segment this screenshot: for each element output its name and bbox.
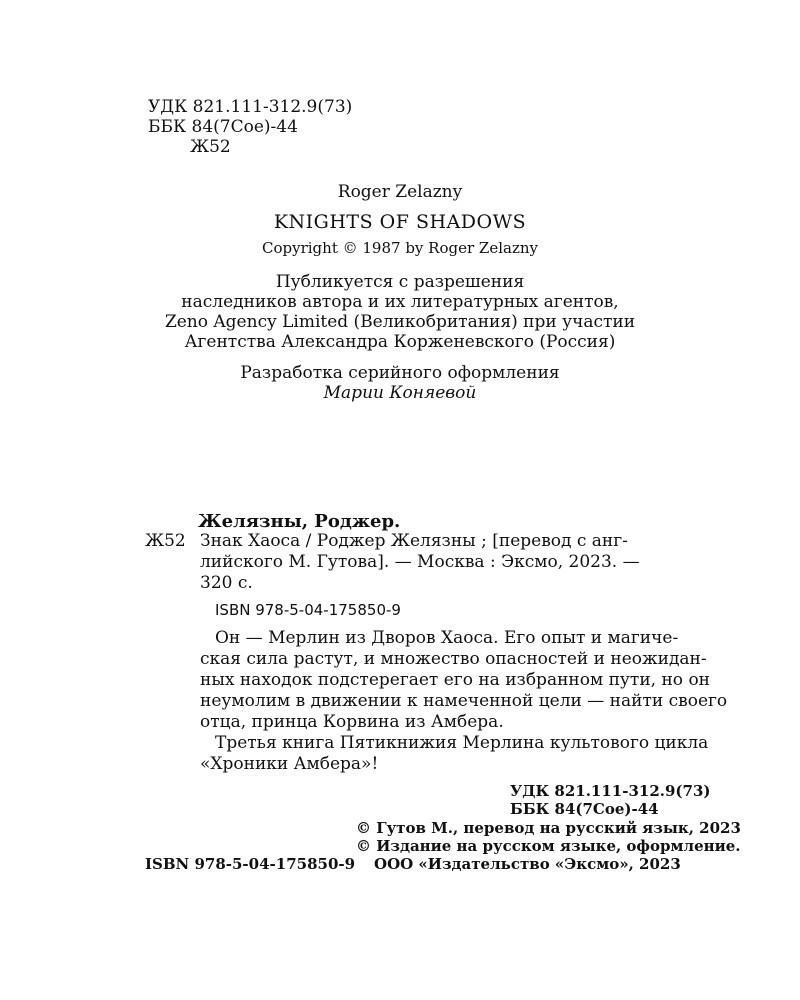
annotation-line-1: Он — Мерлин из Дворов Хаоса. Его опыт и магиче- [215, 628, 679, 648]
permission-line-1: Публикуется с разрешения [275, 272, 525, 292]
footer-copyright-1: © Гутов М., перевод на русский язык, 2023 [356, 819, 741, 837]
catalog-isbn: ISBN 978-5-04-175850-9 [215, 601, 401, 619]
original-title: KNIGHTS OF SHADOWS [273, 211, 527, 233]
footer-copyright-3: ООО «Издательство «Эксмо», 2023 [374, 855, 681, 873]
annotation-line-3: ных находок подстерегает его на избранном пути, но он [200, 670, 711, 690]
permission-line-3: Zeno Agency Limited (Великобритания) при участии [164, 312, 636, 332]
catalog-description-1: Знак Хаоса / Роджер Желязны ; [перевод с анг- [200, 531, 628, 551]
catalog-description-2: лийского М. Гутова]. — Москва : Эксмо, 2023. — [200, 552, 640, 572]
catalog-mark: Ж52 [145, 531, 186, 551]
catalog-bbk: ББК 84(7Сое)-44 [510, 800, 659, 818]
author-mark-top: Ж52 [190, 137, 231, 157]
design-designer: Марии Коняевой [323, 383, 477, 403]
footer-isbn: ISBN 978-5-04-175850-9 [145, 855, 356, 873]
original-author: Roger Zelazny [337, 182, 463, 202]
annotation-line-4: неумолим в движении к намеченной цели — найти своего [200, 691, 728, 711]
annotation-line-6: Третья книга Пятикнижия Мерлина культового цикла [215, 733, 709, 753]
annotation-line-5: отца, принца Корвина из Амбера. [200, 712, 504, 732]
catalog-description-3: 320 с. [200, 573, 253, 593]
catalog-author-heading: Желязны, Роджер. [198, 511, 401, 532]
design-label: Разработка серийного оформления [240, 363, 560, 383]
bbk-top: ББК 84(7Сое)-44 [148, 117, 298, 137]
permission-line-4: Агентства Александра Корженевского (Россия) [184, 332, 616, 352]
annotation-line-7: «Хроники Амбера»! [200, 754, 379, 774]
catalog-udk: УДК 821.111-312.9(73) [510, 782, 711, 800]
annotation-line-2: ская сила растут, и множество опасностей и неожидан- [200, 649, 707, 669]
permission-line-2: наследников автора и их литературных агентов, [181, 292, 619, 312]
footer-copyright-2: © Издание на русском языке, оформление. [356, 837, 741, 855]
udk-top: УДК 821.111-312.9(73) [148, 97, 353, 117]
original-copyright: Copyright © 1987 by Roger Zelazny [262, 239, 538, 257]
